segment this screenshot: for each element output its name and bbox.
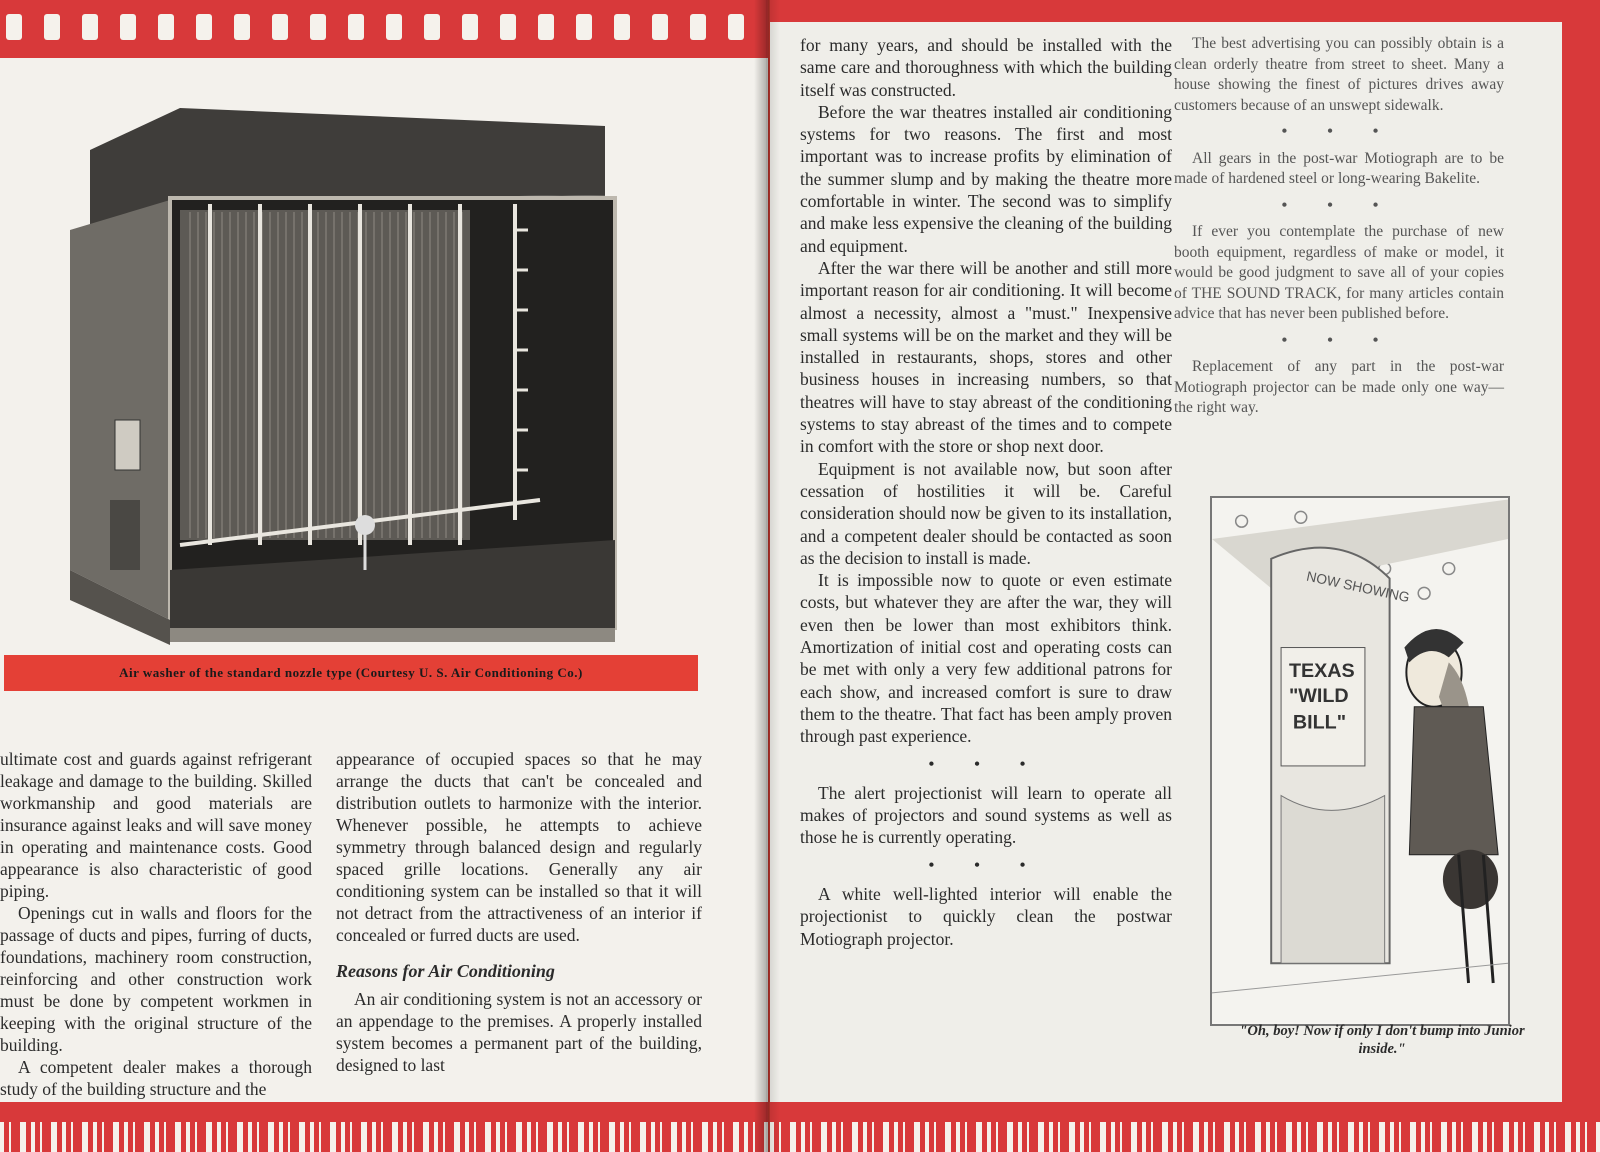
right-page — [770, 0, 1600, 1152]
filmstrip-top-left — [0, 0, 768, 58]
poster-line-2: "WILD — [1288, 684, 1349, 707]
paragraph: After the war there will be another and still more important reason for air conditioning. It will become almost a necessity, almost a "must." Inexpensive small systems will be on the market and they will be installed in restaurants, shops, stores and other business houses in increasing numbers, so that theatres will have to stay abreast of the conditioning systems to stay abreast of the times and to compete in comfort with the store or shop next door. — [800, 257, 1172, 457]
paragraph: It is impossible now to quote or even estimate costs, but whatever they are after the war, they will even then be lower than most exhibitors think. Amortization of initial cost and operating costs can be met with only a very few additional patrons for each show, and increased comfort is sure to draw them to the theatre. That fact has been amply proven through past experience. — [800, 570, 1172, 747]
filmstrip-top-right — [770, 0, 1600, 22]
left-column-1 — [0, 748, 312, 1100]
paragraph: The best advertising you can possibly obtain is a clean orderly theatre from street to sheet. Many a house showing the finest of pictures drives away customers because of an unswept sidewalk. — [1174, 35, 1504, 114]
left-page — [0, 0, 768, 1152]
paragraph: appearance of occupied spaces so that he may arrange the ducts that can't be concealed and distribution outlets to harmonize with the interior. Whenever possible, he attempts to achieve symmetry through balanced design and regularly spaced grille locations. Generally any air conditioning system can be installed so that it will not detract from the attractiveness of an interior if concealed or furred ducts are used. — [336, 749, 702, 945]
paragraph: An air conditioning system is not an accessory or an appendage to the premises. A properly installed system becomes a permanent part of the building, designed to last — [336, 989, 702, 1075]
now-showing-sign: NOW SHOWING — [1305, 567, 1412, 606]
left-column-2 — [336, 748, 702, 1076]
section-heading: Reasons for Air Conditioning — [336, 961, 555, 981]
separator-dots: • • • — [1281, 196, 1397, 214]
separator-dots: • • • — [928, 856, 1044, 874]
filmstrip-bottom-left — [0, 1102, 768, 1152]
paragraph: Equipment is not available now, but soon after cessation of hostilities it will be. Careful consideration should now be given to its installation, and a competent dealer should be contacted as soon as the decision to install is made. — [800, 458, 1172, 568]
air-washer-photo — [60, 100, 640, 650]
paragraph: All gears in the post-war Motiograph are to be made of hardened steel or long-wearing Bakelite. — [1174, 149, 1504, 187]
filmstrip-right-edge — [1562, 0, 1600, 1152]
paragraph: for many years, and should be installed with the same care and thoroughness with which the building itself was constructed. — [800, 35, 1172, 100]
paragraph: Openings cut in walls and floors for the passage of ducts and pipes, furring of ducts, foundations, machinery room construction, reinforcing and other construction work must be done by competent workmen in keeping with the original structure of the building. — [0, 903, 312, 1055]
paragraph: A white well-lighted interior will enable the projectionist to quickly clean the postwar Motiograph projector. — [800, 883, 1172, 949]
right-column-1 — [800, 34, 1172, 950]
paragraph: If ever you contemplate the purchase of new booth equipment, regardless of make or model, it would be good judgment to save all of your copies of THE SOUND TRACK, for many articles contain advice that has never been published before. — [1174, 223, 1504, 322]
separator-dots: • • • — [928, 755, 1044, 773]
filmstrip-bottom-right — [770, 1102, 1600, 1152]
separator-dots: • • • — [1281, 123, 1397, 140]
poster-line-1: TEXAS — [1288, 660, 1355, 683]
right-column-2 — [1174, 34, 1504, 419]
paragraph: ultimate cost and guards against refrigerant leakage and damage to the building. Skilled workmanship and good materials are insurance against leaks and will save money in operating and maintenance costs. Good appearance is also characteristic of good piping. — [0, 749, 312, 901]
separator-dots: • • • — [1281, 331, 1397, 349]
paragraph: Before the war theatres installed air conditioning systems for two reasons. The first and most important was to increase profits by elimination of the summer slump and by making the theatre more comfortable in winter. The second was to simplify and make less expensive the cleaning of the building and equipment. — [800, 101, 1172, 256]
poster-line-3: BILL" — [1292, 711, 1347, 734]
book-gutter — [754, 0, 780, 1152]
paragraph: Replacement of any part in the post-war Motiograph projector can be made only one way—the right way. — [1174, 358, 1504, 416]
paragraph: The alert projectionist will learn to operate all makes of projectors and sound systems as well as those he is currently operating. — [800, 782, 1172, 848]
cartoon-caption: "Oh, boy! Now if only I don't bump into Junior inside." — [1239, 1023, 1525, 1057]
photo-caption: Air washer of the standard nozzle type (Courtesy U. S. Air Conditioning Co.) — [119, 665, 583, 680]
paragraph: A competent dealer makes a thorough study of the building structure and the — [0, 1057, 312, 1099]
photo-caption-bar — [4, 655, 698, 691]
cartoon-illustration — [1210, 496, 1510, 1026]
